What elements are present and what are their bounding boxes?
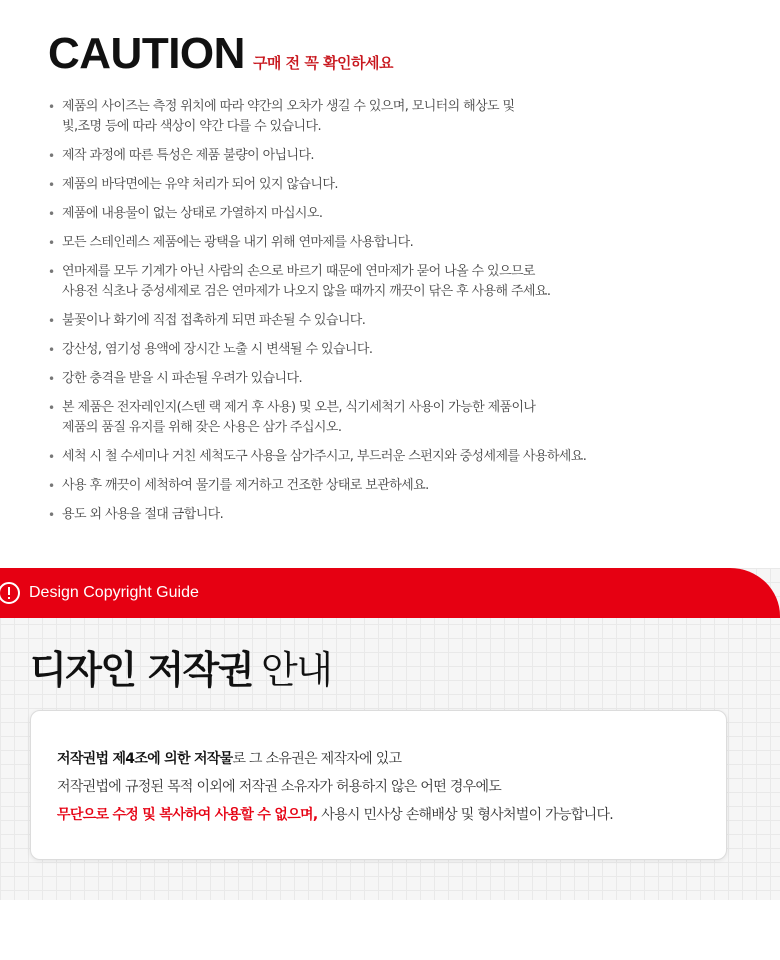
caution-item-line: 빛,조명 등에 따라 색상이 약간 다를 수 있습니다. [62, 119, 321, 134]
bullet-icon: • [48, 178, 55, 192]
caution-item [48, 233, 748, 253]
bullet-icon: • [48, 450, 55, 464]
banner-text-strong: Design Copyright [29, 584, 152, 601]
notice-warning: 무단으로 수정 및 복사하여 사용할 수 없으며, [57, 807, 318, 823]
caution-item-line: 사용 후 깨끗이 세척하여 물기를 제거하고 건조한 상태로 보관하세요. [62, 478, 429, 493]
copyright-title-bold: 디자인 저작권 [30, 648, 253, 692]
caution-item-line: 제작 과정에 따른 특성은 제품 불량이 아닙니다. [62, 148, 314, 163]
caution-item [48, 505, 748, 525]
caution-item-line: 연마제를 모두 기계가 아닌 사람의 손으로 바르기 때문에 연마제가 묻어 나올 수 있으므로 [62, 264, 535, 279]
notice-line-1 [57, 745, 726, 773]
caution-item [48, 175, 748, 195]
copyright-section [0, 568, 780, 900]
caution-item-line: 세척 시 철 수세미나 거친 세척도구 사용을 삼가주시고, 부드러운 스펀지와 중성세제를 사용하세요. [62, 449, 587, 464]
caution-item [48, 204, 748, 224]
caution-item-line: 모든 스테인레스 제품에는 광택을 내기 위해 연마제를 사용합니다. [62, 235, 414, 250]
caution-item-line: 강한 충격을 받을 시 파손될 우려가 있습니다. [62, 371, 302, 386]
bullet-icon: • [48, 479, 55, 493]
caution-item [48, 97, 748, 137]
notice-line-1-rest: 로 그 소유권은 제작자에 있고 [232, 751, 402, 767]
caution-header [48, 28, 393, 80]
bullet-icon: • [48, 207, 55, 221]
caution-item [48, 369, 748, 389]
notice-line-3-rest: 사용시 민사상 손해배상 및 형사처벌이 가능합니다. [317, 807, 614, 823]
bullet-icon: • [48, 508, 55, 522]
bullet-icon: • [48, 314, 55, 328]
notice-line-3 [57, 801, 726, 829]
caution-item [48, 311, 748, 331]
bullet-icon: • [48, 265, 55, 279]
caution-list [48, 97, 748, 534]
notice-emphasis: 저작권법 제4조에 의한 저작물 [57, 751, 233, 767]
caution-item [48, 146, 748, 166]
bullet-icon: • [48, 401, 55, 415]
caution-item [48, 340, 748, 360]
caution-item-line: 제품에 내용물이 없는 상태로 가열하지 마십시오. [62, 206, 323, 221]
banner-text-light: Guide [151, 584, 199, 601]
caution-item [48, 398, 748, 438]
banner-text [29, 584, 199, 602]
caution-item-line: 제품의 품질 유지를 위해 잦은 사용은 삼가 주십시오. [62, 420, 342, 435]
caution-item-line: 용도 외 사용을 절대 금합니다. [62, 507, 224, 522]
caution-title: CAUTION [48, 29, 245, 78]
copyright-notice-box [30, 710, 727, 860]
bullet-icon: • [48, 149, 55, 163]
caution-item-line: 강산성, 염기성 용액에 장시간 노출 시 변색될 수 있습니다. [62, 342, 373, 357]
notice-line-2: 저작권법에 규정된 목적 이외에 저작권 소유자가 허용하지 않은 어떤 경우에도 [57, 779, 502, 795]
caution-item-line: 제품의 바닥면에는 유약 처리가 되어 있지 않습니다. [62, 177, 338, 192]
caution-item [48, 476, 748, 496]
caution-item [48, 262, 748, 302]
bullet-icon: • [48, 343, 55, 357]
caution-item-line: 불꽃이나 화기에 직접 접촉하게 되면 파손될 수 있습니다. [62, 313, 366, 328]
bullet-icon: • [48, 100, 55, 114]
copyright-title-light: 안내 [260, 648, 332, 692]
caution-item-line: 본 제품은 전자레인지(스텐 랙 제거 후 사용) 및 오븐, 식기세척기 사용이 가능한 제품이나 [62, 400, 536, 415]
caution-item-line: 사용전 식초나 중성세제로 검은 연마제가 나오지 않을 때까지 깨끗이 닦은 후 사용해 주세요. [62, 284, 551, 299]
copyright-banner [0, 568, 780, 618]
alert-circle-icon [0, 581, 21, 605]
caution-subtitle: 구매 전 꼭 확인하세요 [252, 54, 394, 72]
caution-item-line: 제품의 사이즈는 측정 위치에 따라 약간의 오차가 생길 수 있으며, 모니터의 해상도 및 [62, 99, 515, 114]
bullet-icon: • [48, 236, 55, 250]
bullet-icon: • [48, 372, 55, 386]
copyright-title [30, 646, 331, 694]
caution-item [48, 447, 748, 467]
